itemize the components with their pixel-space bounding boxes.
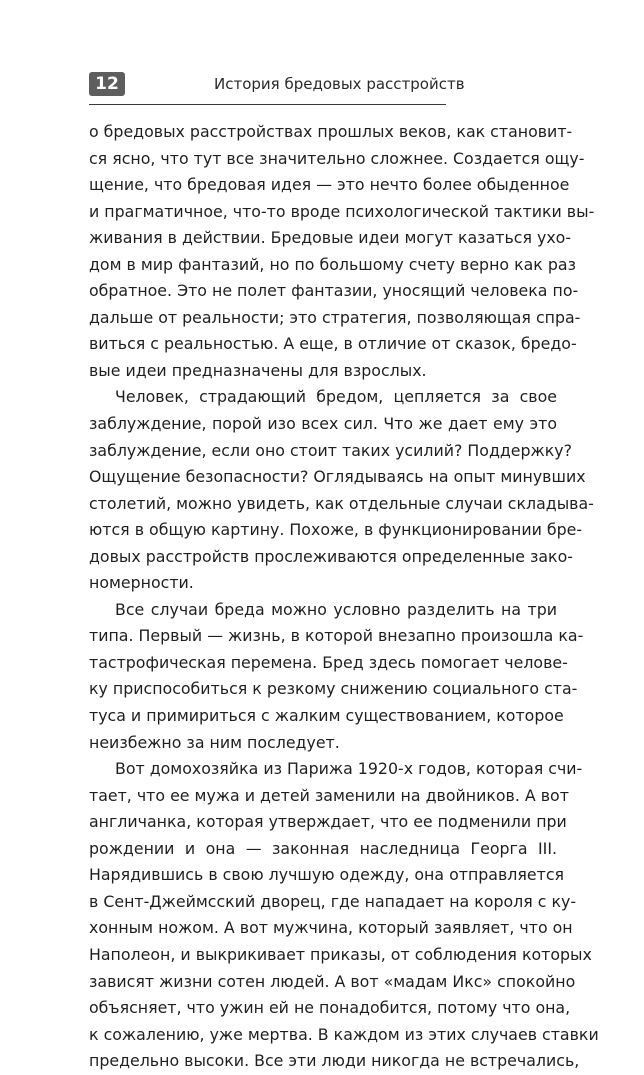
paragraph — [89, 756, 599, 1075]
text-line: живания в действии. Бредовые идеи могут казаться ухо- — [89, 228, 572, 248]
text-line: туса и примириться с жалким существованием, которое — [89, 706, 564, 726]
text-line: хонным ножом. А вот мужчина, который заявляет, что он — [89, 918, 573, 938]
text-line: ются в общую картину. Похоже, в функционировании бре- — [89, 520, 583, 540]
text-line: дальше от реальности; это стратегия, позволяющая спра- — [89, 307, 581, 327]
text-line: объясняет, что ужин ей не понадобится, потому что она, — [89, 998, 571, 1018]
text-line: Вот домохозяйка из Парижа 1920-х годов, которая счи- — [115, 759, 583, 779]
text-line: и прагматичное, что-то вроде психологической тактики вы- — [89, 201, 595, 221]
text-line: ся ясно, что тут все значительно сложнее. Создается ощу- — [89, 148, 585, 168]
text-line: Все случаи бреда можно условно разделить на три — [115, 599, 557, 619]
text-line: предельно высоки. Все эти люди никогда не встречались, — [89, 1051, 580, 1071]
text-line: Человек, страдающий бредом, цепляется за свое — [115, 387, 557, 407]
page-header — [89, 71, 465, 97]
text-line: к сожалению, уже мертва. В каждом из этих случаев ставки — [89, 1024, 599, 1044]
text-line: о бредовых расстройствах прошлых веков, как становит- — [89, 122, 573, 141]
text-line: типа. Первый — жизнь, в которой внезапно произошла ка- — [89, 626, 584, 646]
text-line: англичанка, которая утверждает, что ее подменили при — [89, 812, 567, 832]
text-line: зависят жизни сотен людей. А вот «мадам Икс» спокойно — [89, 971, 576, 991]
text-line: столетий, можно увидеть, как отдельные случаи складыва- — [89, 493, 594, 513]
paragraph — [89, 597, 584, 756]
text-line: ку приспособиться к резкому снижению социального ста- — [89, 679, 578, 699]
text-line: заблуждение, порой изо всех сил. Что же дает ему это — [89, 414, 557, 434]
text-line: щение, что бредовая идея — это нечто более обыденное — [89, 175, 570, 195]
text-line: рождении и она — законная наследница Георга III. — [89, 838, 557, 858]
text-line: тастрофическая перемена. Бред здесь помогает челове- — [89, 652, 568, 672]
text-line: виться с реальностью. А еще, в отличие от сказок, бредо- — [89, 334, 577, 354]
text-line: Наполеон, и выкрикивает приказы, от соблюдения которых — [89, 944, 592, 964]
header-rule — [89, 104, 446, 105]
text-line: неизбежно за ним последует. — [89, 732, 340, 752]
text-line: вые идеи предназначены для взрослых. — [89, 360, 427, 380]
body-text — [89, 119, 599, 1075]
paragraph — [89, 384, 594, 596]
text-line: заблуждение, если оно стоит таких усилий? Поддержку? — [89, 440, 573, 460]
text-line: дом в мир фантазий, но по большому счету верно как раз — [89, 254, 576, 274]
text-line: обратное. Это не полет фантазии, уносящий человека по- — [89, 281, 579, 301]
text-line: номерности. — [89, 573, 194, 593]
paragraph — [89, 119, 595, 384]
text-line: тает, что ее мужа и детей заменили на двойников. А вот — [89, 785, 569, 805]
running-title: История бредовых расстройств — [214, 75, 465, 93]
text-line: в Сент-Джеймсский дворец, где нападает на короля с ку- — [89, 891, 577, 911]
text-line: Нарядившись в свою лучшую одежду, она отправляется — [89, 865, 565, 885]
text-line: Ощущение безопасности? Оглядываясь на опыт минувших — [89, 467, 586, 487]
page-number-badge: 12 — [89, 72, 125, 96]
text-line: довых расстройств прослеживаются определенные зако- — [89, 546, 573, 566]
